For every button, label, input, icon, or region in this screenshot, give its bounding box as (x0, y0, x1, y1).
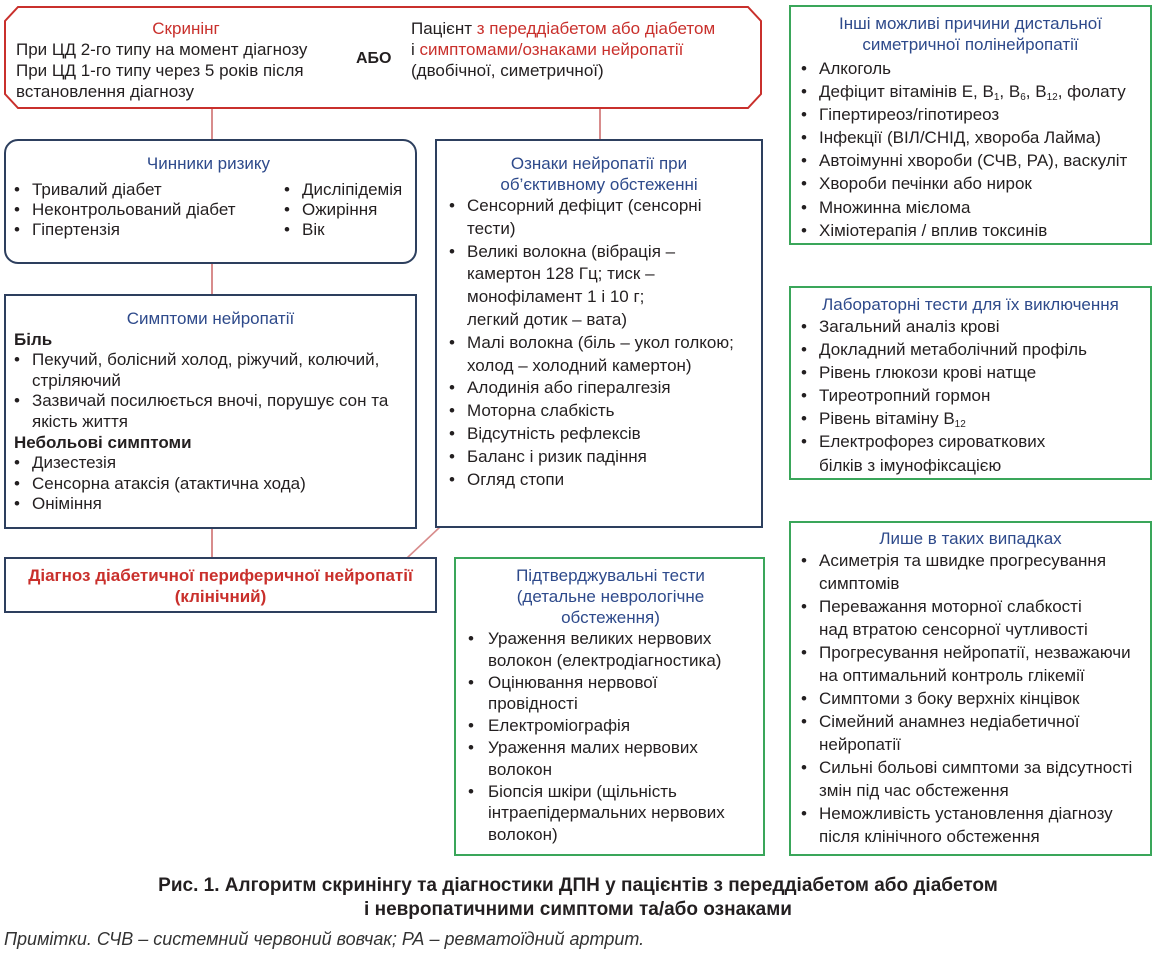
exam-signs-list (445, 195, 753, 491)
list-item: • Сильні больові симптоми за відсутності змін під час обстеження (797, 756, 1144, 802)
list-item: • Симптоми з боку верхніх кінцівок (797, 687, 1144, 710)
list-item: • Хіміотерапія / вплив токсинів (797, 219, 1144, 242)
symptoms-box (4, 294, 417, 529)
list-item: • Ожиріння (280, 200, 402, 220)
pain-list (14, 350, 407, 432)
screening-line: встановлення діагнозу (16, 82, 195, 101)
other-causes-list (797, 57, 1144, 242)
list-item: • Сенсорний дефіцит (сенсорні тести) (445, 195, 753, 241)
list-item: • Баланс і ризик падіння (445, 446, 753, 469)
connector-signs-to-diagnosis (405, 525, 445, 560)
list-item: • Неконтрольований діабет (10, 200, 280, 220)
other-causes-title: Інші можливі причини дистальної симетричної полінейропатії (839, 14, 1102, 54)
list-item: • Рівень вітаміну $В_{12}$ (797, 407, 1144, 430)
patient-prefix: Пацієнт (411, 19, 477, 38)
confirmatory-tests-title: Підтверджувальні тести (детальне неврологічне обстеження) (516, 566, 705, 627)
connector-symptoms-to-diagnosis (211, 529, 213, 557)
pain-header: Біль (14, 330, 53, 349)
list-item: • Переважання моторної слабкості над втратою сенсорної чутливості (797, 595, 1144, 641)
list-item: • Прогресування нейропатії, незважаючи на оптимальний контроль глікемії (797, 641, 1144, 687)
lab-tests-box (789, 286, 1152, 480)
list-item: • Тривалий діабет (10, 180, 280, 200)
risk-factors-box (4, 139, 417, 264)
list-item: • Оцінювання нервової провідності (464, 672, 757, 716)
list-item: • Малі волокна (біль – укол голкою; холод – холодний камертон) (445, 332, 753, 378)
list-item: • Пекучий, болісний холод, ріжучий, колючий, стріляючий (14, 350, 407, 391)
list-item: • Сімейний анамнез недіабетичної нейропатії (797, 710, 1144, 756)
screening-criteria (16, 18, 356, 102)
screening-line: При ЦД 1-го типу через 5 років після (16, 61, 304, 80)
connector-risk-to-symptoms (211, 264, 213, 294)
patient-condition: з переддіабетом або діабетом (476, 19, 716, 38)
nonpain-header: Небольові симптоми (14, 433, 192, 452)
figure-note: Примітки. СЧВ – системний червоний вовчак; РА – ревматоїдний артрит. (4, 929, 645, 949)
list-item: • Моторна слабкість (445, 400, 753, 423)
symptoms-title: Симптоми нейропатії (126, 309, 295, 328)
screening-line: При ЦД 2-го типу на момент діагнозу (16, 40, 308, 59)
list-item: • Гіпертензія (10, 220, 280, 240)
patient-and: і (411, 40, 420, 59)
exam-signs-title: Ознаки нейропатії при об’єктивному обстеженні (500, 154, 698, 194)
list-item: • Вік (280, 220, 402, 240)
screening-box (4, 6, 762, 109)
list-item: • Гіпертиреоз/гіпотиреоз (797, 103, 1144, 126)
confirmatory-tests-box (454, 557, 765, 856)
list-item: • Електрофорез сироваткових білків з імунофіксацією (797, 430, 1144, 476)
list-item: • Автоімунні хвороби (СЧВ, РА), васкуліт (797, 149, 1144, 172)
connector-screen-to-risk (211, 109, 213, 139)
special-cases-list (797, 549, 1144, 848)
nonpain-list (14, 453, 407, 515)
list-item: • Великі волокна (вібрація – камертон 128 Гц; тиск – монофіламент 1 і 10 г; легкий дотик – вата) (445, 241, 753, 332)
list-item: • Ураження малих нервових волокон (464, 737, 757, 781)
diagnosis-line-2: (клінічний) (174, 587, 267, 606)
diagnosis-box (4, 557, 437, 613)
exam-signs-box (435, 139, 763, 528)
caption-line-2: і невропатичними симптоми та/або ознаками (364, 899, 792, 920)
list-item: • Дисліпідемія (280, 180, 402, 200)
patient-symptoms: симптомами/ознаками нейропатії (419, 40, 684, 59)
list-item: • Асиметрія та швидке прогресування симптомів (797, 549, 1144, 595)
list-item: • Алкоголь (797, 57, 1144, 80)
list-item: • Огляд стопи (445, 469, 753, 492)
list-item: • Ураження великих нервових волокон (електродіагностика) (464, 628, 757, 672)
special-cases-title: Лише в таких випадках (879, 529, 1062, 548)
list-item: • Рівень глюкози крові натще (797, 361, 1144, 384)
or-label: АБО (356, 50, 392, 67)
list-item: • Загальний аналіз крові (797, 315, 1144, 338)
lab-tests-title: Лабораторні тести для їх виключення (822, 295, 1119, 314)
list-item: • Сенсорна атаксія (атактична хода) (14, 474, 407, 495)
list-item: • Інфекції (ВІЛ/СНІД, хвороба Лайма) (797, 126, 1144, 149)
lab-tests-list (797, 315, 1144, 477)
list-item: • Біопсія шкіри (щільність інтраепідермальних нервових волокон) (464, 781, 757, 846)
special-cases-box (789, 521, 1152, 856)
list-item: • Дизестезія (14, 453, 407, 474)
list-item: • Неможливість установлення діагнозу після клінічного обстеження (797, 802, 1144, 848)
confirmatory-tests-list (464, 628, 757, 846)
patient-qualifier: (двобічної, симетричної) (411, 61, 604, 80)
list-item: • Електроміографія (464, 715, 757, 737)
caption-line-1: Рис. 1. Алгоритм скринінгу та діагностики ДПН у пацієнтів з переддіабетом або діабетом (158, 875, 998, 896)
list-item: • Докладний метаболічний профіль (797, 338, 1144, 361)
risk-factors-list-2 (280, 180, 402, 240)
list-item: • Хвороби печінки або нирок (797, 172, 1144, 195)
figure-caption (0, 874, 1156, 922)
connector-screen-to-signs (599, 109, 601, 139)
risk-factors-title: Чинники ризику (146, 154, 271, 173)
list-item: • Дефіцит вітамінів Е, $В_1$, $В_6$, $В_{12}$, фолату (797, 80, 1144, 103)
screening-title: Скринінг (152, 19, 220, 38)
patient-criteria (411, 18, 761, 81)
list-item: • Множинна мієлома (797, 196, 1144, 219)
list-item: • Зазвичай посилюється вночі, порушує сон та якість життя (14, 391, 407, 432)
list-item: • Оніміння (14, 494, 407, 515)
diagnosis-line-1: Діагноз діабетичної периферичної нейропатії (28, 566, 413, 585)
list-item: • Алодинія або гіпералгезія (445, 377, 753, 400)
risk-factors-list-1 (10, 180, 280, 240)
list-item: • Відсутність рефлексів (445, 423, 753, 446)
list-item: • Тиреотропний гормон (797, 384, 1144, 407)
other-causes-box (789, 5, 1152, 245)
